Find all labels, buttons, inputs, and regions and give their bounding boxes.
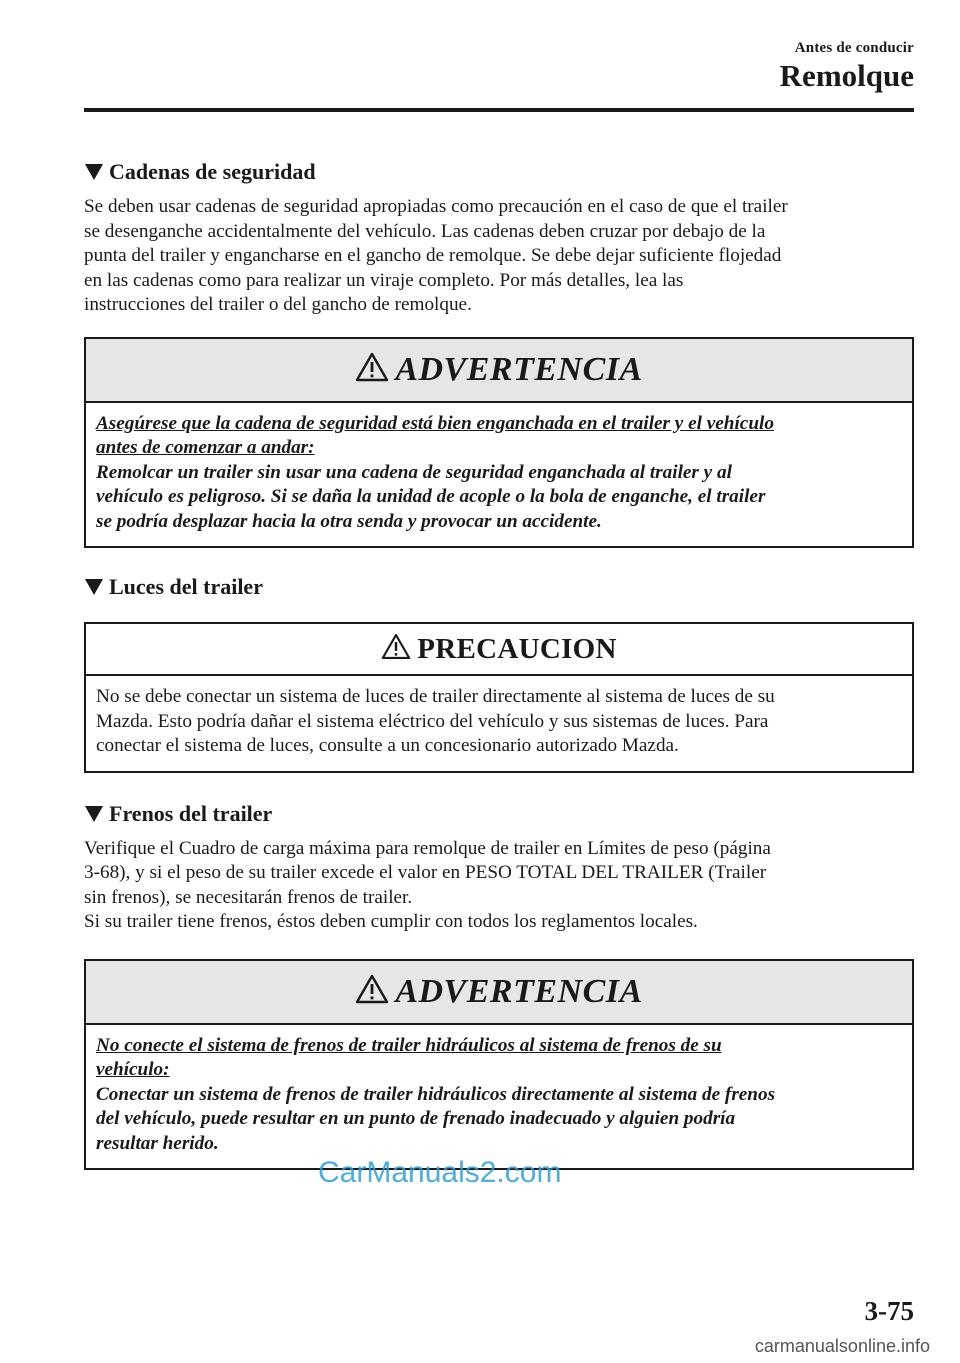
warning-header xyxy=(86,961,912,1025)
paragraph-frenos xyxy=(84,837,914,935)
section-title: Remolque xyxy=(779,58,914,93)
text-line: en las cadenas como para realizar un viraje completo. Por más detalles, lea las xyxy=(84,269,684,291)
triangle-down-icon xyxy=(85,164,103,180)
warning-triangle-icon xyxy=(355,974,389,1009)
warning-body xyxy=(86,1025,912,1169)
paragraph-cadenas xyxy=(84,195,914,318)
footer-watermark: carmanualsonline.info xyxy=(754,1336,930,1356)
chapter-title: Antes de conducir xyxy=(794,40,914,56)
text-line: instrucciones del trailer o del gancho de remolque. xyxy=(84,294,472,315)
caution-title: PRECAUCION xyxy=(417,632,617,665)
warning-triangle-icon xyxy=(355,352,389,387)
text-line: conectar el sistema de luces, consulte a un concesionario autorizado Mazda. xyxy=(96,735,679,756)
heading-text: Frenos del trailer xyxy=(109,800,273,826)
text-line: Conectar un sistema de frenos de trailer hidráulicos directamente al sistema de frenos xyxy=(96,1083,776,1105)
text-line: del vehículo, puede resultar en un punto de frenado inadecuado y alguien podría xyxy=(96,1108,736,1129)
warning-box-safety-chain xyxy=(84,337,914,549)
warning-triangle-icon xyxy=(381,633,411,665)
warning-box-brakes xyxy=(84,959,914,1171)
triangle-down-icon xyxy=(85,806,103,822)
text-line: vehículo: xyxy=(96,1059,170,1080)
triangle-down-icon xyxy=(85,579,103,595)
header-divider xyxy=(84,108,914,112)
text-line: Remolcar un trailer sin usar una cadena de seguridad enganchada al trailer y al xyxy=(96,461,732,483)
watermark: CarManuals2.com xyxy=(318,1156,562,1189)
text-line: resultar herido. xyxy=(96,1132,219,1154)
caution-box-trailer-lights xyxy=(84,622,914,773)
page-number: 3-75 xyxy=(864,1296,914,1326)
caution-header xyxy=(86,624,912,676)
caution-body xyxy=(86,676,912,771)
heading-luces xyxy=(84,570,914,604)
text-line: se podría desplazar hacia la otra senda y provocar un accidente. xyxy=(96,510,602,532)
text-line: punta del trailer y engancharse en el gancho de remolque. Se debe dejar suficiente flojedad xyxy=(84,245,782,266)
warning-body xyxy=(86,403,912,547)
text-line: Mazda. Esto podría dañar el sistema eléctrico del vehículo y sus sistemas de luces. Para xyxy=(96,710,769,732)
warning-header xyxy=(86,339,912,403)
page-content xyxy=(84,155,914,1170)
text-line: No conecte el sistema de frenos de trailer hidráulicos al sistema de frenos de su xyxy=(96,1034,722,1056)
heading-text: Luces del trailer xyxy=(109,574,263,599)
text-line: se desenganche accidentalmente del vehículo. Las cadenas deben cruzar por debajo de la xyxy=(84,220,766,242)
text-line: sin frenos), se necesitarán frenos de trailer. xyxy=(84,886,413,908)
text-line: vehículo es peligroso. Si se daña la unidad de acople o la bola de enganche, el trailer xyxy=(96,486,766,507)
text-line: 3-68), y si el peso de su trailer excede el valor en PESO TOTAL DEL TRAILER (Trailer xyxy=(84,862,767,883)
text-line: Se deben usar cadenas de seguridad apropiadas como precaución en el caso de que el trailer xyxy=(84,196,788,217)
text-line: antes de comenzar a andar: xyxy=(96,437,315,458)
heading-frenos xyxy=(84,797,914,831)
heading-text: Cadenas de seguridad xyxy=(109,159,316,184)
heading-cadenas xyxy=(84,155,914,189)
text-line: Verifique el Cuadro de carga máxima para remolque de trailer en Límites de peso (página xyxy=(84,837,771,859)
text-line: No se debe conectar un sistema de luces de trailer directamente al sistema de luces de su xyxy=(96,686,775,707)
text-line: Asegúrese que la cadena de seguridad está bien enganchada en el trailer y el vehículo xyxy=(96,412,774,434)
warning-title: ADVERTENCIA xyxy=(395,972,643,1010)
text-line: Si su trailer tiene frenos, éstos deben cumplir con todos los reglamentos locales. xyxy=(84,911,698,932)
warning-title: ADVERTENCIA xyxy=(395,350,643,388)
